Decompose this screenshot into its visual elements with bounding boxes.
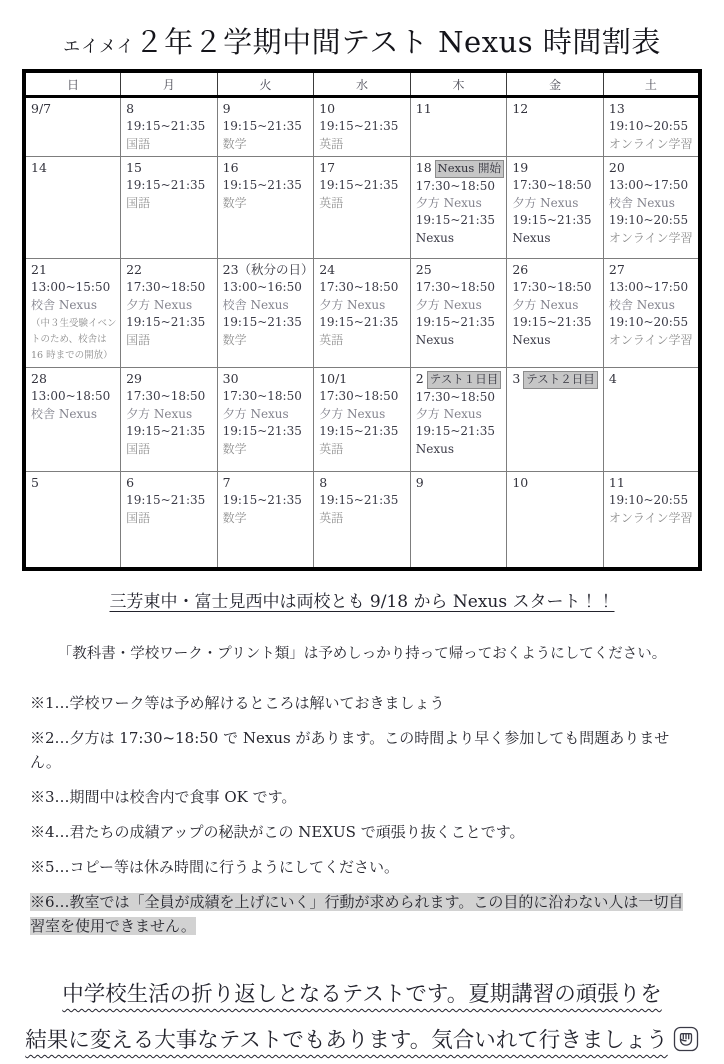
day-header-3: 水: [314, 71, 411, 97]
calendar-cell: [410, 472, 507, 570]
note-item-4: [30, 820, 698, 844]
cell-line: 17:30~18:50: [415, 280, 495, 295]
day-header-4: 木: [410, 71, 507, 97]
cell-date-line: [223, 100, 311, 118]
calendar-cell: [217, 472, 314, 570]
cell-line: 英語: [319, 195, 344, 210]
cell-line: 夕方 Nexus: [222, 406, 289, 421]
cell-date: 7: [222, 475, 231, 490]
cell-date: 27: [608, 262, 625, 277]
cell-date-line: [126, 370, 214, 388]
cell-date: 10/1: [319, 371, 348, 386]
cell-line: 17:30~18:50: [512, 178, 592, 193]
cell-line: 19:15~21:35: [319, 315, 399, 330]
cell-line: Nexus: [512, 332, 551, 347]
cell-line: Nexus: [415, 441, 455, 456]
cell-date: 25: [415, 262, 432, 277]
calendar-cell: [314, 97, 411, 157]
cell-note: （中３生受験イベントのため、校舎は 16 時までの開放）: [31, 318, 117, 361]
note-text: ※4…君たちの成績アップの秘訣がこの NEXUS で頑張り抜くことです。: [30, 823, 525, 841]
cell-line: 19:10~20:55: [608, 493, 689, 508]
calendar-week-row: [24, 157, 700, 259]
cell-date-line: [31, 261, 117, 279]
cell-line: 19:15~21:35: [222, 424, 302, 439]
cell-date-line: [319, 100, 407, 118]
cell-date: 22: [126, 262, 142, 277]
cell-date-line: [609, 474, 695, 492]
calendar-cell: [410, 368, 507, 472]
cell-line: 英語: [319, 510, 344, 525]
cell-line: オンライン学習: [608, 136, 693, 151]
note-text: ※1…学校ワーク等は予め解けるところは解いておきましょう: [30, 694, 445, 712]
cell-line: 13:00~18:50: [31, 389, 111, 404]
cell-date: 30: [222, 371, 239, 386]
cell-date-line: [609, 261, 695, 279]
cell-line: 英語: [319, 441, 344, 456]
calendar-cell: [410, 259, 507, 368]
cell-date: 24: [319, 262, 336, 277]
cell-date: 19: [512, 160, 529, 175]
day-header-1: 月: [121, 71, 218, 97]
note-text: ※5…コピー等は休み時間に行うようにしてください。: [30, 858, 399, 876]
cell-line: 19:15~21:35: [222, 178, 302, 193]
cell-line: 19:15~21:35: [415, 213, 495, 228]
cell-line: Nexus: [415, 230, 455, 245]
calendar-cell: [24, 157, 121, 259]
cell-line: 夕方 Nexus: [512, 297, 579, 312]
note-item-6: [30, 890, 698, 938]
cell-line: 17:30~18:50: [512, 280, 592, 295]
notes-list: [30, 691, 698, 938]
cell-line: 17:30~18:50: [126, 280, 206, 295]
cell-date: 12: [512, 101, 529, 116]
calendar-cell: [121, 157, 218, 259]
cell-line: 夕方 Nexus: [319, 406, 386, 421]
cell-line: 19:15~21:35: [512, 213, 592, 228]
cell-date: 4: [608, 371, 617, 386]
calendar-cell: [121, 368, 218, 472]
cell-line: 19:15~21:35: [319, 424, 399, 439]
cell-line: 夕方 Nexus: [126, 297, 193, 312]
cell-line: 19:15~21:35: [415, 315, 495, 330]
cell-line: 19:10~20:55: [608, 213, 689, 228]
cell-line: 夕方 Nexus: [415, 297, 482, 312]
cell-line: 夕方 Nexus: [126, 406, 193, 421]
cell-line: 17:30~18:50: [222, 389, 302, 404]
cell-date-line: [223, 474, 311, 492]
cell-date-line: [512, 474, 600, 492]
cell-line: Nexus: [415, 332, 455, 347]
cell-date-line: [416, 370, 504, 389]
cell-line: 数学: [222, 510, 247, 525]
cell-date-line: [126, 261, 214, 279]
cell-date-line: [126, 159, 214, 177]
cell-date-line: [126, 100, 214, 118]
calendar-cell: [603, 157, 700, 259]
cell-date-line: [416, 159, 504, 178]
cell-line: 数学: [222, 332, 247, 347]
cell-line: 19:15~21:35: [512, 315, 592, 330]
cell-line: 国語: [126, 510, 151, 525]
day-header-0: 日: [24, 71, 121, 97]
note-text: ※6…教室では「全員が成績を上げにいく」行動が求められます。この目的に沿わない人は一切自習室を使用できません。: [30, 893, 684, 935]
cell-line: 19:10~20:55: [608, 119, 689, 134]
day-header-row: [24, 71, 700, 97]
cell-date-line: [223, 159, 311, 177]
cell-date: 3: [512, 371, 521, 386]
cell-line: 英語: [319, 136, 344, 151]
cell-line: 19:15~21:35: [415, 424, 495, 439]
cell-date: 8: [319, 475, 328, 490]
cell-line: 校舎 Nexus: [31, 297, 98, 312]
calendar-cell: [314, 472, 411, 570]
cell-date: 13: [608, 101, 625, 116]
closing-line-2: 結果に変える大事なテストでもあります。気合いれて行きましょう: [25, 1028, 668, 1054]
timetable-calendar: [22, 69, 702, 571]
cell-line: 夕方 Nexus: [415, 195, 482, 210]
cell-date: 10: [319, 101, 336, 116]
cell-date: 11: [415, 101, 432, 116]
cell-line: 校舎 Nexus: [31, 406, 98, 421]
cell-line: 数学: [222, 441, 247, 456]
cell-date-line: [319, 159, 407, 177]
cell-line: 13:00~16:50: [222, 280, 302, 295]
calendar-cell: [217, 259, 314, 368]
closing-message: [0, 972, 724, 1064]
calendar-cell: [603, 472, 700, 570]
calendar-cell: [121, 97, 218, 157]
closing-line-1: 中学校生活の折り返しとなるテストです。夏期講習の頑張りを: [62, 982, 662, 1007]
cell-line: 国語: [126, 195, 151, 210]
cell-date: 6: [126, 475, 135, 490]
cell-date: 26: [512, 262, 529, 277]
day-header-6: 土: [603, 71, 700, 97]
cell-date: 8: [126, 101, 135, 116]
cell-line: 校舎 Nexus: [608, 297, 675, 312]
calendar-cell: [410, 157, 507, 259]
cell-line: 英語: [319, 332, 344, 347]
cell-date: 28: [31, 371, 47, 386]
cell-date-line: [512, 100, 600, 118]
cell-date-line: [31, 159, 117, 177]
cell-date-line: [512, 370, 600, 389]
calendar-cell: [507, 259, 604, 368]
cell-date: 10: [512, 475, 529, 490]
calendar-cell: [24, 472, 121, 570]
cell-line: 国語: [126, 136, 151, 151]
calendar-body: [24, 97, 700, 570]
document-page: [0, 20, 724, 1054]
cell-date-line: [609, 370, 695, 388]
calendar-header: [24, 71, 700, 97]
note-item-2: [30, 726, 698, 774]
cell-line: 数学: [222, 136, 247, 151]
calendar-cell: [314, 368, 411, 472]
calendar-cell: [217, 368, 314, 472]
cell-date: 5: [31, 475, 39, 490]
cell-date-line: [416, 100, 504, 118]
cell-date: 21: [31, 262, 47, 277]
cell-date-line: [416, 261, 504, 279]
cell-date-line: [512, 261, 600, 279]
cell-date: 9: [222, 101, 231, 116]
cell-date-line: [126, 474, 214, 492]
cell-date: 9: [415, 475, 424, 490]
cell-date-line: [512, 159, 600, 177]
highlight-badge: Nexus 開始: [435, 160, 504, 178]
cell-date: 11: [608, 475, 625, 490]
calendar-cell: [121, 259, 218, 368]
highlight-badge: テスト１日目: [427, 371, 502, 389]
cell-line: 19:15~21:35: [222, 119, 302, 134]
note-item-3: [30, 785, 698, 809]
cell-date: 29: [126, 371, 142, 386]
cell-line: 17:30~18:50: [415, 389, 495, 404]
cell-date: 20: [608, 160, 625, 175]
calendar-cell: [24, 368, 121, 472]
cell-date-line: [319, 474, 407, 492]
cell-date: 9/7: [31, 101, 52, 116]
calendar-cell: [217, 97, 314, 157]
cell-date-line: [31, 100, 117, 118]
page-title: [0, 20, 724, 61]
calendar-cell: [507, 472, 604, 570]
calendar-cell: [314, 259, 411, 368]
calendar-cell: [507, 157, 604, 259]
cell-line: 19:15~21:35: [222, 315, 302, 330]
cell-date: 14: [31, 160, 47, 175]
cell-line: 国語: [126, 332, 151, 347]
calendar-week-row: [24, 97, 700, 157]
title-main: ２年２学期中間テスト Nexus 時間割表: [134, 25, 661, 59]
cell-line: 19:15~21:35: [126, 178, 206, 193]
nexus-start-announcement: 三芳東中・富士見西中は両校とも 9/18 から Nexus スタート！！: [109, 592, 615, 612]
cell-date-line: [319, 370, 407, 388]
day-header-2: 火: [217, 71, 314, 97]
note-text: ※3…期間中は校舎内で食事 OK です。: [30, 788, 297, 806]
cell-date: 17: [319, 160, 336, 175]
cell-date-line: [223, 370, 311, 388]
cell-date: 16: [222, 160, 239, 175]
calendar-cell: [217, 157, 314, 259]
cell-date: 23（秋分の日）: [222, 262, 314, 277]
note-item-1: [30, 691, 698, 715]
cell-line: 19:15~21:35: [126, 119, 206, 134]
cell-line: 国語: [126, 441, 151, 456]
cell-date-line: [609, 100, 695, 118]
cell-line: 19:10~20:55: [608, 315, 689, 330]
cell-date: 2: [415, 371, 424, 386]
calendar-cell: [603, 259, 700, 368]
highlight-badge: テスト２日目: [523, 371, 598, 389]
cell-line: 数学: [222, 195, 247, 210]
textbook-reminder: 「教科書・学校ワーク・プリント類」は予めしっかり持って帰っておくようにしてください。: [57, 646, 667, 662]
calendar-cell: [314, 157, 411, 259]
cell-date-line: [416, 474, 504, 492]
cell-line: 19:15~21:35: [319, 493, 399, 508]
calendar-cell: [507, 97, 604, 157]
day-header-5: 金: [507, 71, 604, 97]
cell-line: オンライン学習: [608, 510, 693, 525]
cell-line: 夕方 Nexus: [319, 297, 386, 312]
calendar-cell: [24, 259, 121, 368]
cell-date-line: [319, 261, 407, 279]
cell-line: 19:15~21:35: [222, 493, 302, 508]
cell-line: 校舎 Nexus: [608, 195, 675, 210]
calendar-cell: [121, 472, 218, 570]
cell-line: 19:15~21:35: [319, 119, 399, 134]
cell-line: 19:15~21:35: [126, 315, 206, 330]
cell-line: 校舎 Nexus: [222, 297, 289, 312]
cell-line: 19:15~21:35: [126, 493, 206, 508]
title-prefix: エイメイ: [63, 37, 135, 57]
cell-line: 17:30~18:50: [126, 389, 206, 404]
cell-date-line: [31, 370, 117, 388]
cell-line: 19:15~21:35: [126, 424, 206, 439]
cell-date: 15: [126, 160, 142, 175]
cell-line: 17:30~18:50: [319, 389, 399, 404]
cell-date-line: [31, 474, 117, 492]
cell-line: 13:00~17:50: [608, 178, 689, 193]
cell-line: 17:30~18:50: [319, 280, 399, 295]
calendar-cell: [603, 97, 700, 157]
calendar-cell: [410, 97, 507, 157]
cell-line: 13:00~17:50: [608, 280, 689, 295]
cell-line: 13:00~15:50: [31, 280, 111, 295]
cell-date: 18: [415, 160, 432, 175]
cell-line: 夕方 Nexus: [415, 406, 482, 421]
cell-line: 19:15~21:35: [319, 178, 399, 193]
calendar-week-row: [24, 368, 700, 472]
cell-line: オンライン学習: [608, 332, 693, 347]
raised-fist-emoji-icon: [673, 1026, 699, 1052]
note-text: ※2…夕方は 17:30~18:50 で Nexus があります。この時間より早く参加しても問題ありません。: [30, 729, 670, 771]
calendar-week-row: [24, 472, 700, 570]
cell-line: 夕方 Nexus: [512, 195, 579, 210]
calendar-week-row: [24, 259, 700, 368]
note-item-5: [30, 855, 698, 879]
calendar-cell: [24, 97, 121, 157]
calendar-cell: [603, 368, 700, 472]
calendar-cell: [507, 368, 604, 472]
cell-date-line: [222, 261, 314, 279]
cell-line: 17:30~18:50: [415, 178, 495, 193]
cell-date-line: [609, 159, 695, 177]
cell-line: Nexus: [512, 230, 551, 245]
cell-line: オンライン学習: [608, 230, 693, 245]
